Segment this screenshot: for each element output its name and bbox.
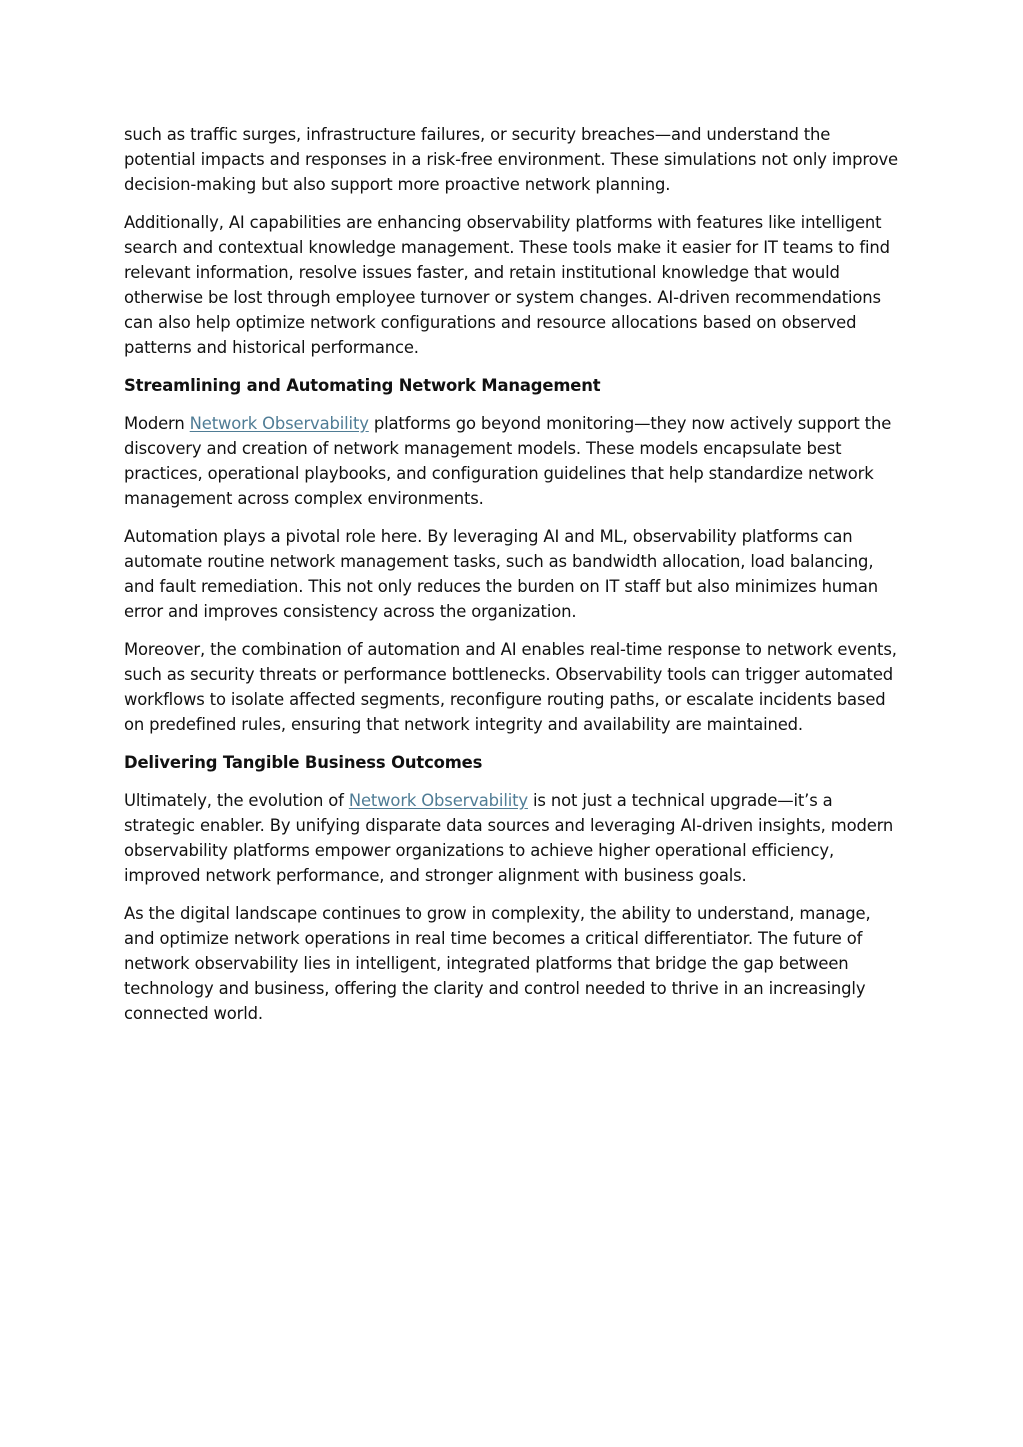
- document-body: [124, 122, 902, 1039]
- heading-business-outcomes: Delivering Tangible Business Outcomes: [124, 753, 483, 772]
- paragraph-text: Ultimately, the evolution of: [124, 791, 349, 810]
- paragraph-ai-capabilities: Additionally, AI capabilities are enhancing observability platforms with features like intelligent search and contextual knowledge management. These tools make it easier for IT teams to find relevant information, resolve issues faster, and retain institutional knowledge that would otherwise be lost through employee turnover or system changes. AI-driven recommendations can also help optimize network configurations and resource allocations based on observed patterns and historical performance.: [124, 213, 890, 357]
- network-observability-link[interactable]: Network Observability: [348, 791, 528, 810]
- paragraph-digital-landscape: As the digital landscape continues to grow in complexity, the ability to understand, manage, and optimize network operations in real time becomes a critical differentiator. The future of network observability lies in intelligent, integrated platforms that bridge the gap between technology and business, offering the clarity and control needed to thrive in an increasingly connected world.: [124, 904, 871, 1023]
- paragraph-modern-platforms: [124, 411, 902, 511]
- paragraph-strategic-enabler: [124, 788, 902, 888]
- paragraph-automation: Automation plays a pivotal role here. By leveraging AI and ML, observability platforms can automate routine network management tasks, such as bandwidth allocation, load balancing, and fault remediation. This not only reduces the burden on IT staff but also minimizes human error and improves consistency across the organization.: [124, 527, 878, 621]
- paragraph-simulations: such as traffic surges, infrastructure failures, or security breaches—and understand the potential impacts and responses in a risk-free environment. These simulations not only improve decision-making but also support more proactive network planning.: [124, 125, 898, 194]
- paragraph-real-time-response: Moreover, the combination of automation and AI enables real-time response to network events, such as security threats or performance bottlenecks. Observability tools can trigger automated workflows to isolate affected segments, reconfigure routing paths, or escalate incidents based on predefined rules, ensuring that network integrity and availability are maintained.: [124, 640, 897, 734]
- paragraph-text: is not just a technical upgrade—it’s a strategic enabler. By unifying disparate data sources and leveraging AI-driven insights, modern observability platforms empower organizations to achieve higher operational efficiency, improved network performance, and stronger alignment with business goals.: [124, 791, 894, 885]
- paragraph-text: platforms go beyond monitoring—they now actively support the discovery and creation of network management models. These models encapsulate best practices, operational playbooks, and configuration guidelines that help standardize network management across complex environments.: [124, 414, 892, 508]
- network-observability-link[interactable]: Network Observability: [189, 414, 369, 433]
- heading-streamlining: Streamlining and Automating Network Management: [124, 376, 601, 395]
- paragraph-text: Modern: [124, 414, 190, 433]
